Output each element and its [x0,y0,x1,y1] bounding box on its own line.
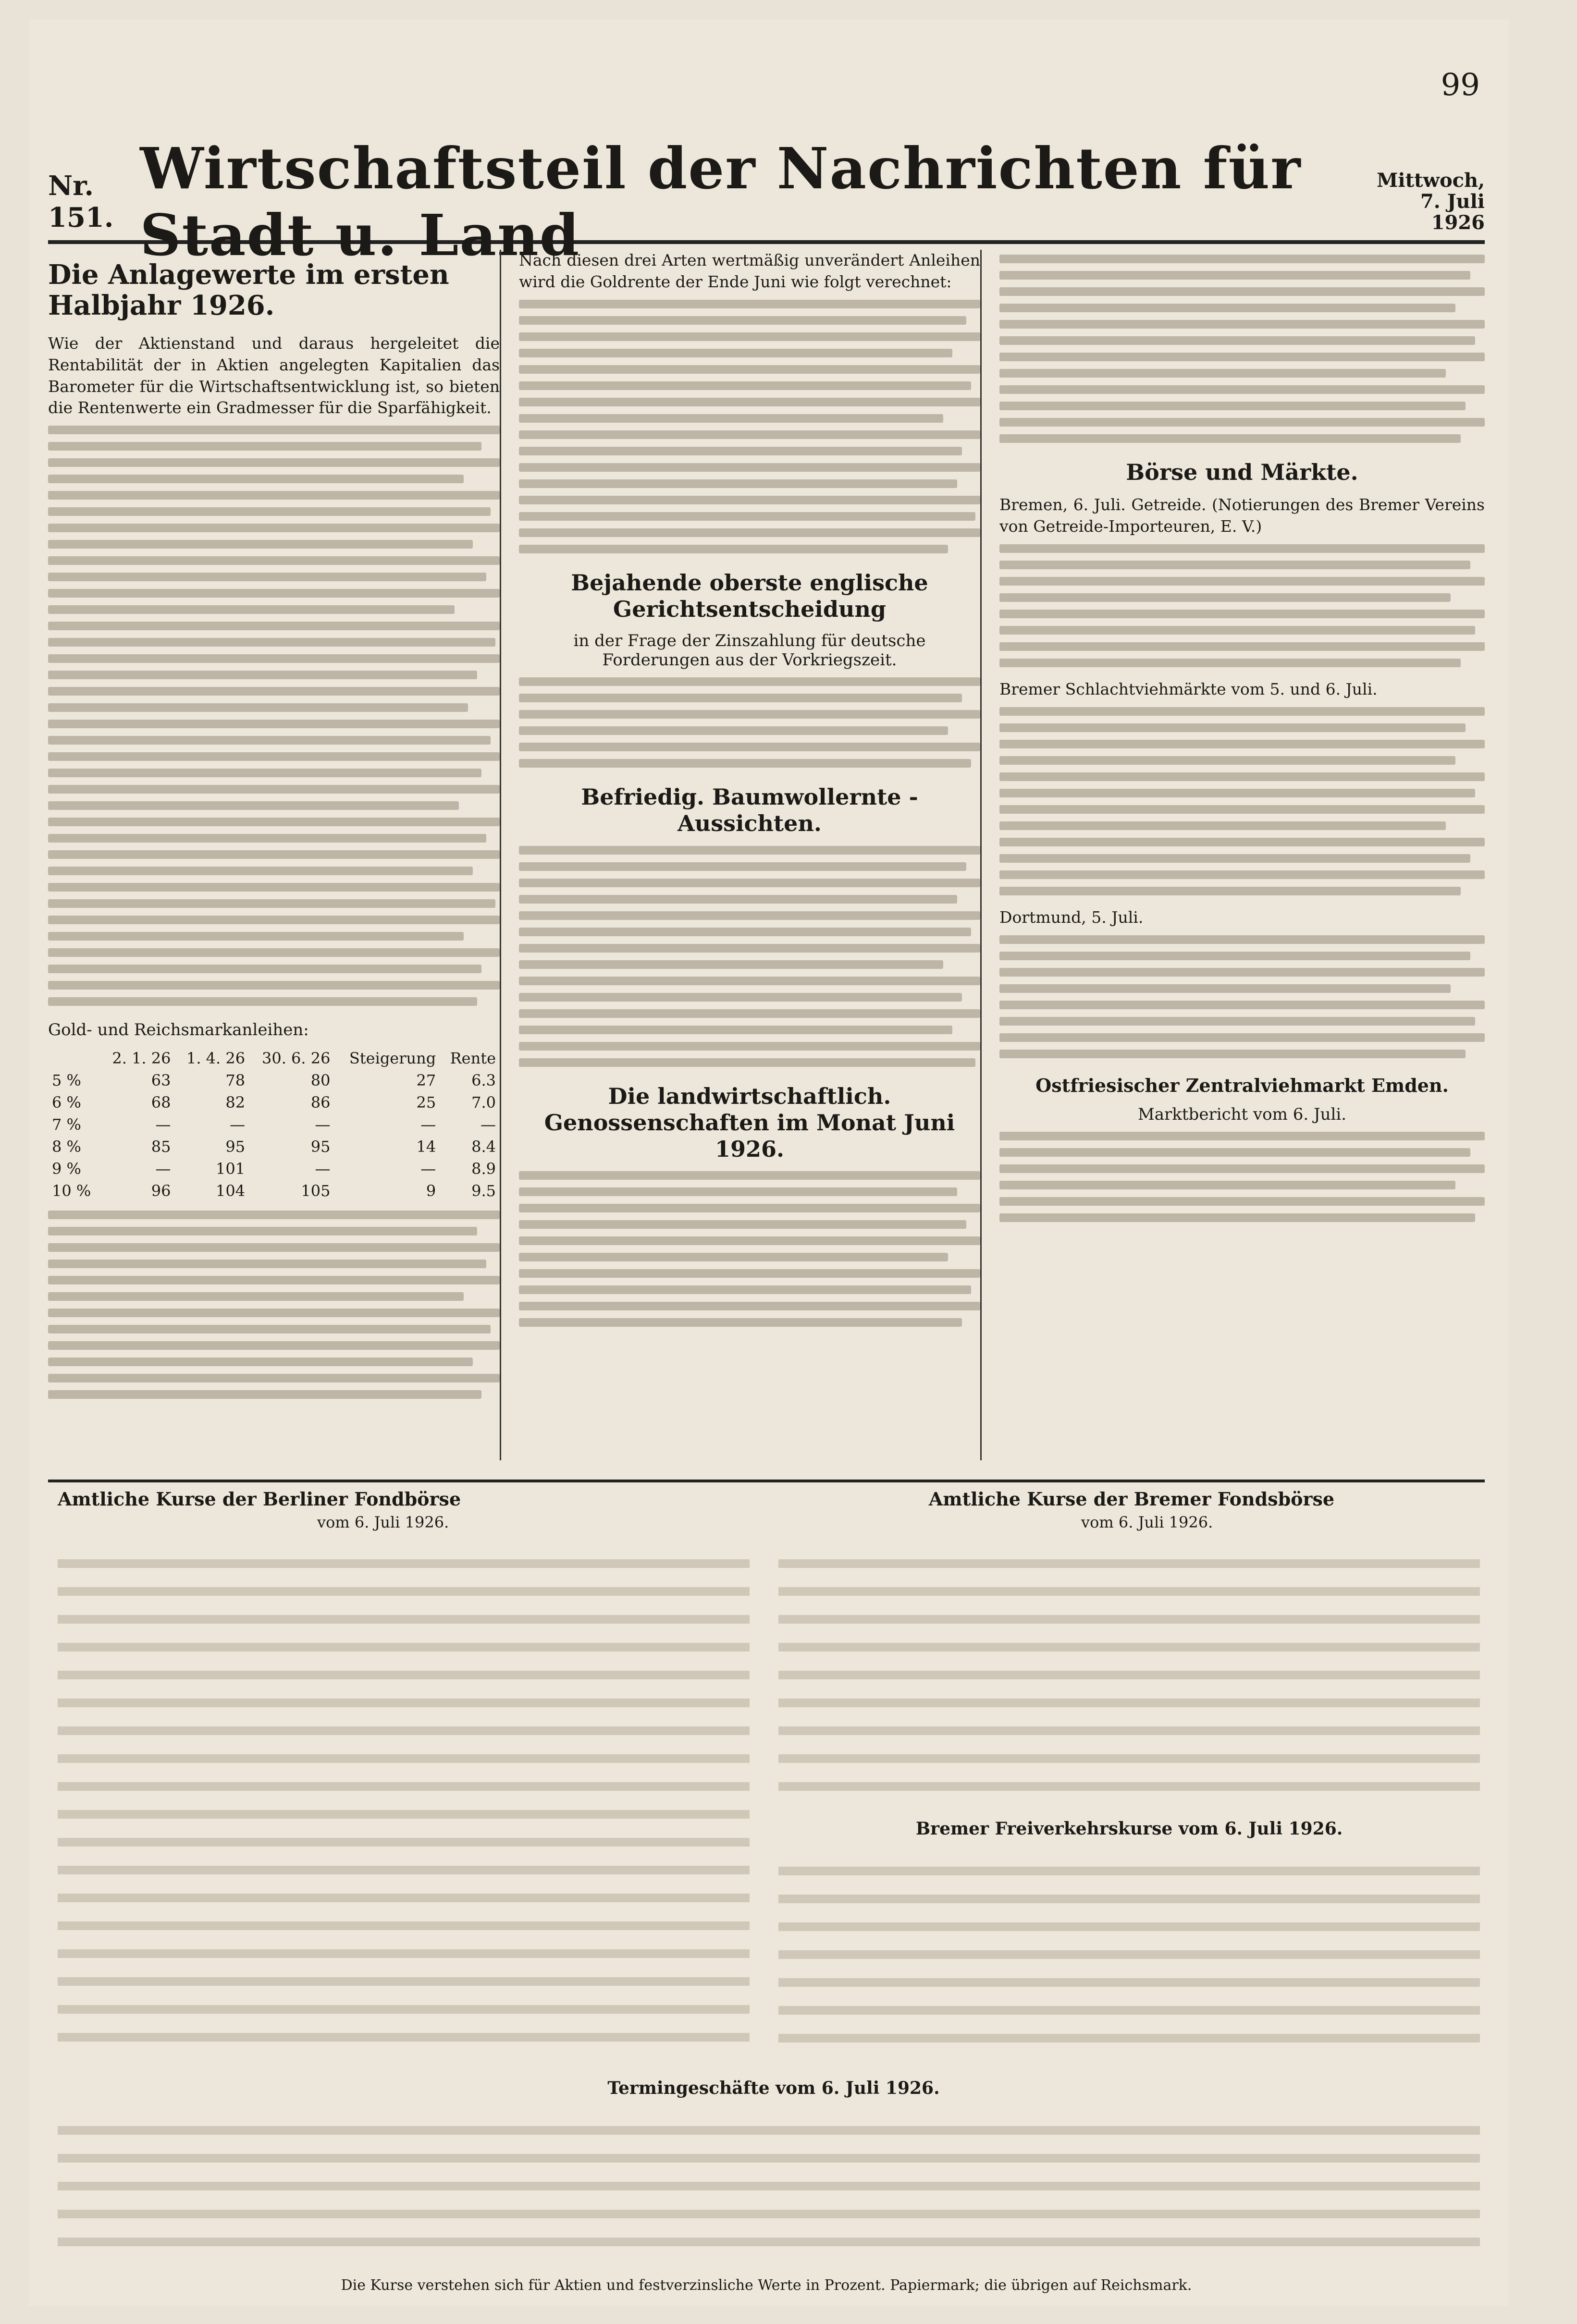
column-3 [999,250,1485,1460]
bremen-listing-title: Amtliche Kurse der Bremer Fondsbörse [928,1488,1335,1510]
headline-genossenschaften: Die landwirtschaftlich. Genossenschaften im Monat Juni 1926. [544,1083,955,1162]
table-row: 6 % 68 82 86 25 7.0 [52,1093,496,1112]
headline-anlagewerte: Die Anlagewerte im ersten Halbjahr 1926. [48,259,449,322]
article-columns [48,250,1485,1460]
dateline [1377,170,1485,233]
body-text-block [519,1171,980,1327]
headline-gericht: Bejahende oberste englische Gerichtsentscheidung [571,569,928,622]
table-row: 5 % 63 78 80 27 6.3 [52,1071,496,1090]
body-text-block [999,707,1485,895]
body-text-block [999,544,1485,667]
article-paragraph: Nach diesen drei Arten wertmäßig unverändert Anleihen wird die Goldrente der Ende Juni wie folgt verechnet: [519,251,980,291]
table-title: Gold- und Reichsmarkanleihen: [48,1020,309,1040]
table-row: 7 % — — — — — [52,1115,496,1134]
stock-listings [48,1480,1485,2299]
termin-title: Termingeschäfte vom 6. Juli 1926. [607,2078,940,2098]
berlin-listing-title: Amtliche Kurse der Berliner Fondbörse [58,1488,461,1510]
market-report-paragraph: Bremer Schlachtviehmärkte vom 5. und 6. Juli. [999,679,1378,698]
page-number: 99 [1441,67,1480,103]
bremen-listing-date: vom 6. Juli 1926. [1081,1513,1213,1531]
issue-number: Nr. 151. [48,170,114,233]
bremen-listing-rows [778,1540,1480,1809]
rates-table [48,1047,500,1202]
table-row: 8 % 85 95 95 14 8.4 [52,1138,496,1156]
table-header: 1. 4. 26 [186,1049,246,1068]
freiverkehr-rows [778,1847,1480,2059]
body-text-block [48,426,500,1006]
market-report-paragraph: Dortmund, 5. Juli. [999,907,1144,927]
table-header: Steigerung [349,1049,436,1068]
headline-emden: Ostfriesischer Zentralviehmarkt Emden. [1035,1074,1449,1096]
body-text-block [519,846,980,1067]
body-text-block [999,255,1485,443]
market-report-paragraph: Bremen, 6. Juli. Getreide. (Notierungen des Bremer Vereins von Getreide-Importeuren, E. V.) [999,495,1485,536]
column-1 [48,250,501,1460]
column-2 [519,250,982,1460]
termin-rows [58,2107,1480,2261]
freiverkehr-title: Bremer Freiverkehrskurse vom 6. Juli 1926. [915,1819,1343,1839]
table-row: 9 % — 101 — — 8.9 [52,1160,496,1178]
masthead [48,135,1485,269]
date: 7. Juli 1926 [1420,190,1485,234]
table-header: Rente [450,1049,496,1068]
weekday: Mittwoch, [1377,169,1485,192]
berlin-listing-rows [58,1540,750,2059]
table-header: 30. 6. 26 [261,1049,331,1068]
subheadline: in der Frage der Zinszahlung für deutsche Forderungen aus der Vorkriegszeit. [573,631,926,670]
body-text-block [999,1132,1485,1222]
berlin-listing-date: vom 6. Juli 1926. [317,1513,449,1531]
newspaper-page [29,19,1509,2306]
subheadline: Marktbericht vom 6. Juli. [1137,1105,1347,1125]
body-text-block [519,300,980,553]
table-header: 2. 1. 26 [112,1049,171,1068]
body-text-block [519,677,980,768]
headline-boerse: Börse und Märkte. [1126,459,1358,485]
headline-baumwolle: Befriedig. Baumwollernte - Aussichten. [581,784,918,837]
article-paragraph: Wie der Aktienstand und daraus hergeleitet die Rentabilität der in Aktien angelegten Kapitalien das Barometer für die Wirtschaftsentwicklung ist, so bieten die Rentenwerte ein Gradmesser für die Sparfähigkeit. [48,333,500,417]
masthead-title: Wirtschaftsteil der Nachrichten für Stadt u. Land [140,135,1302,269]
table-header [48,1047,100,1069]
body-text-block [999,935,1485,1058]
body-text-block [48,1211,500,1399]
listings-footnote: Die Kurse verstehen sich für Aktien und festverzinsliche Werte in Prozent. Papiermark; die übrigen auf Reichsmark. [341,2277,1192,2294]
table-row: 10 % 96 104 105 9 9.5 [52,1182,496,1200]
